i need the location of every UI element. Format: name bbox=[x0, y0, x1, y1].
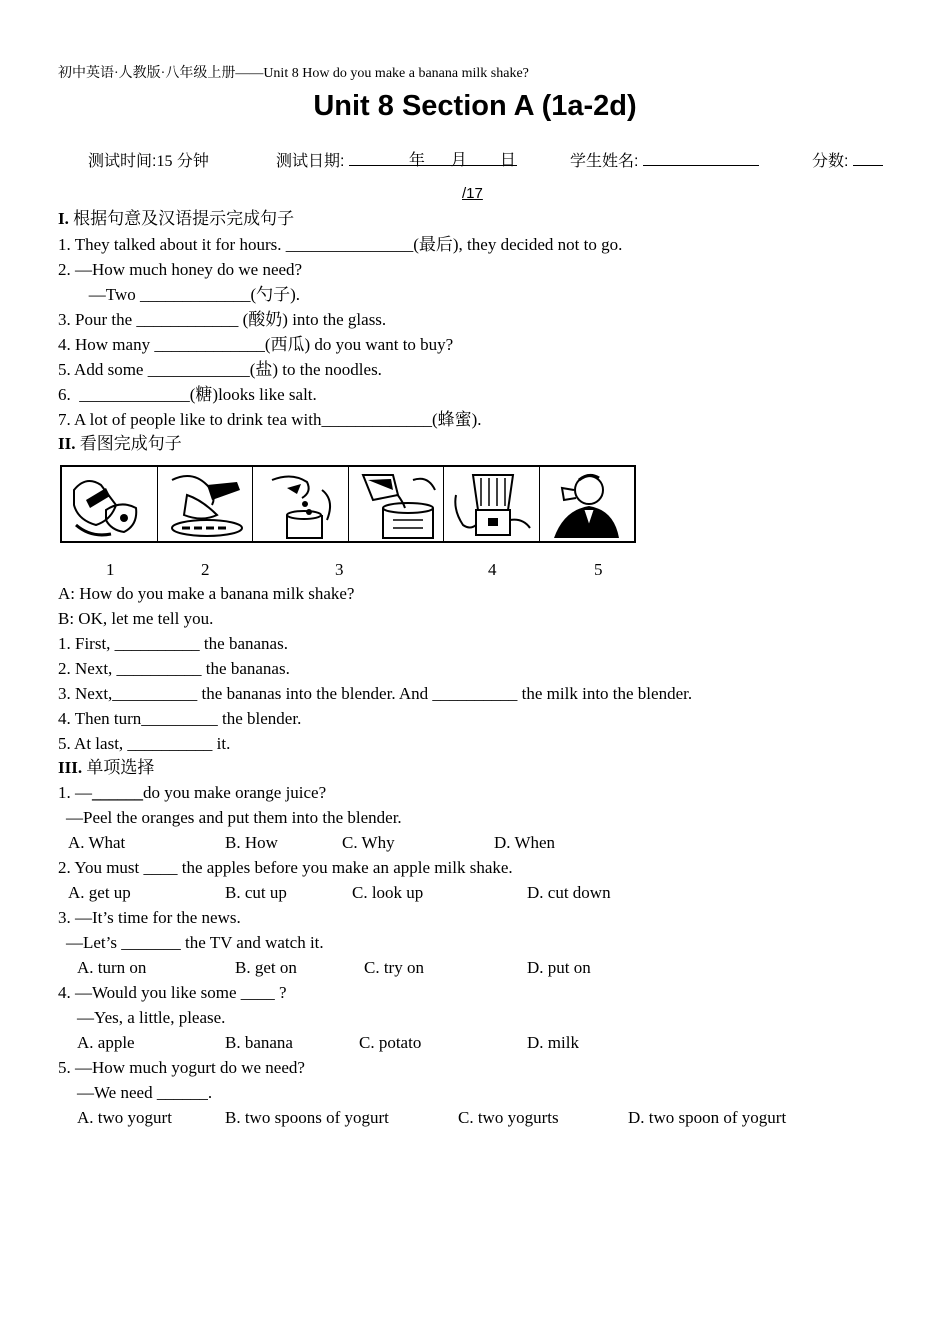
date-day: 日 bbox=[499, 152, 516, 169]
s1-item-7-blank[interactable]: _____________ bbox=[321, 410, 432, 429]
q4-option-a[interactable]: A. apple bbox=[77, 1033, 135, 1052]
s1-item-2r-post: (勺子). bbox=[250, 285, 301, 304]
picture-pour-milk bbox=[349, 467, 445, 541]
q5-option-c[interactable]: C. two yogurts bbox=[458, 1108, 559, 1127]
q3-option-c[interactable]: C. try on bbox=[364, 958, 424, 977]
q3-reply: —Let’s _______ the TV and watch it. bbox=[66, 933, 324, 952]
name-label: 学生姓名: bbox=[570, 153, 639, 170]
q4-option-c[interactable]: C. potato bbox=[359, 1033, 422, 1052]
s1-item-4-blank[interactable]: _____________ bbox=[154, 335, 265, 354]
hands-peeling-icon bbox=[66, 470, 146, 540]
section-1-heading bbox=[58, 209, 294, 229]
q1-stem-pre: 1. — bbox=[58, 783, 92, 802]
s1-item-1-blank[interactable]: _______________ bbox=[285, 235, 414, 254]
q2-stem: 2. You must ____ the apples before you make an apple milk shake. bbox=[58, 858, 513, 877]
s1-item-5-blank[interactable]: ____________ bbox=[147, 360, 250, 379]
s1-item-3-blank[interactable]: ____________ bbox=[136, 310, 239, 329]
q2-option-c[interactable]: C. look up bbox=[352, 883, 424, 902]
date-month: 月 bbox=[450, 152, 467, 169]
q1-reply: —Peel the oranges and put them into the blender. bbox=[66, 808, 402, 827]
score-total: /17 bbox=[462, 185, 483, 202]
s1-item-2r-pre: —Two bbox=[76, 285, 140, 304]
q3-option-a[interactable]: A. turn on bbox=[77, 958, 147, 977]
s1-item-2-pre: 2. —How much honey do we need? bbox=[58, 260, 303, 279]
s1-item-6-blank[interactable]: _____________ bbox=[79, 385, 190, 404]
blender-icon bbox=[448, 470, 538, 540]
s1-item-2r-blank[interactable]: _____________ bbox=[139, 285, 251, 304]
pouring-milk-icon bbox=[353, 470, 443, 540]
picture-number-2: 2 bbox=[201, 560, 210, 579]
picture-number-5: 5 bbox=[594, 560, 603, 579]
s2-item-5: 5. At last, __________ it. bbox=[58, 734, 231, 753]
section-3-roman: III. bbox=[58, 758, 83, 777]
score bbox=[812, 148, 883, 171]
q1-stem-post: do you make orange juice? bbox=[143, 783, 327, 802]
s2-item-4: 4. Then turn_________ the blender. bbox=[58, 709, 302, 728]
s1-item-3-pre: 3. Pour the bbox=[58, 310, 137, 329]
s1-item-2-reply bbox=[76, 285, 300, 305]
s1-item-1 bbox=[58, 235, 622, 255]
s1-item-6-post: (糖)looks like salt. bbox=[189, 385, 317, 404]
section-3-heading bbox=[58, 758, 154, 778]
time-label: 测试时间: bbox=[88, 153, 157, 170]
s1-item-6-pre: 6. bbox=[58, 385, 80, 404]
q5-reply: —We need ______. bbox=[77, 1083, 213, 1102]
q5-stem: 5. —How much yogurt do we need? bbox=[58, 1058, 305, 1077]
s1-item-2 bbox=[58, 260, 302, 280]
q5-option-a[interactable]: A. two yogurt bbox=[77, 1108, 172, 1127]
s1-item-4-pre: 4. How many bbox=[58, 335, 155, 354]
s1-item-1-post: (最后), they decided not to go. bbox=[413, 235, 623, 254]
s1-item-7 bbox=[58, 410, 482, 430]
time-value: 15 bbox=[156, 153, 173, 170]
s1-item-5-post: (盐) to the noodles. bbox=[249, 360, 382, 379]
s1-item-4-post: (西瓜) do you want to buy? bbox=[264, 335, 454, 354]
picture-number-3: 3 bbox=[335, 560, 344, 579]
s2-item-3: 3. Next,__________ the bananas into the blender. And __________ the milk into the blender. bbox=[58, 684, 693, 703]
q1-stem bbox=[58, 783, 326, 803]
dialogue-a: A: How do you make a banana milk shake? bbox=[58, 584, 355, 603]
s1-item-3 bbox=[58, 310, 386, 330]
q5-option-b[interactable]: B. two spoons of yogurt bbox=[225, 1108, 389, 1127]
s2-item-2: 2. Next, __________ the bananas. bbox=[58, 659, 290, 678]
q2-option-b[interactable]: B. cut up bbox=[225, 883, 287, 902]
picture-number-1: 1 bbox=[106, 560, 115, 579]
q1-option-b[interactable]: B. How bbox=[225, 833, 278, 852]
section-2-title: 看图完成句子 bbox=[79, 434, 182, 453]
picture-put-in-blender bbox=[253, 467, 349, 541]
q1-option-c[interactable]: C. Why bbox=[342, 833, 395, 852]
q2-option-d[interactable]: D. cut down bbox=[527, 883, 611, 902]
s1-item-4 bbox=[58, 335, 453, 355]
header-note: 初中英语·人教版·八年级上册——Unit 8 How do you make a banana milk shake? bbox=[58, 66, 529, 81]
s1-item-3-post: (酸奶) into the glass. bbox=[238, 310, 387, 329]
date-field[interactable] bbox=[349, 149, 517, 169]
name-field[interactable] bbox=[643, 149, 759, 166]
s1-item-7-post: (蜂蜜). bbox=[431, 410, 482, 429]
picture-turn-on-blender bbox=[444, 467, 540, 541]
section-3-title: 单项选择 bbox=[86, 758, 155, 777]
q4-reply: —Yes, a little, please. bbox=[77, 1008, 226, 1027]
s1-item-5-pre: 5. Add some bbox=[58, 360, 148, 379]
date-label: 测试日期: bbox=[276, 153, 345, 170]
hand-dropping-icon bbox=[257, 470, 347, 540]
q3-option-d[interactable]: D. put on bbox=[527, 958, 591, 977]
s1-item-7-pre: 7. A lot of people like to drink tea with bbox=[58, 410, 322, 429]
section-2-heading bbox=[58, 434, 182, 454]
q1-option-a[interactable]: A. What bbox=[68, 833, 126, 852]
picture-drink-it bbox=[540, 467, 635, 541]
q4-option-b[interactable]: B. banana bbox=[225, 1033, 293, 1052]
knife-cutting-icon bbox=[162, 470, 252, 540]
date-year: 年 bbox=[408, 152, 425, 169]
picture-peel-bananas bbox=[62, 467, 158, 541]
section-2-roman: II. bbox=[58, 434, 76, 453]
q4-option-d[interactable]: D. milk bbox=[527, 1033, 579, 1052]
s1-item-1-pre: 1. They talked about it for hours. bbox=[58, 235, 286, 254]
page-title: Unit 8 Section A (1a-2d) bbox=[313, 90, 637, 122]
q1-option-d[interactable]: D. When bbox=[494, 833, 556, 852]
dialogue-b: B: OK, let me tell you. bbox=[58, 609, 214, 628]
picture-strip bbox=[60, 465, 636, 543]
picture-number-4: 4 bbox=[488, 560, 497, 579]
q3-option-b[interactable]: B. get on bbox=[235, 958, 297, 977]
s2-item-1: 1. First, __________ the bananas. bbox=[58, 634, 288, 653]
q2-option-a[interactable]: A. get up bbox=[68, 883, 131, 902]
q5-option-d[interactable]: D. two spoon of yogurt bbox=[628, 1108, 787, 1127]
man-drinking-icon bbox=[544, 470, 624, 540]
score-field[interactable] bbox=[853, 149, 883, 166]
student-name bbox=[570, 148, 759, 171]
section-1-title: 根据句意及汉语提示完成句子 bbox=[73, 209, 295, 228]
q3-stem: 3. —It’s time for the news. bbox=[58, 908, 241, 927]
picture-cut-bananas bbox=[158, 467, 254, 541]
time-unit: 分钟 bbox=[176, 153, 209, 170]
test-time bbox=[88, 148, 209, 171]
section-1-roman: I. bbox=[58, 209, 69, 228]
q4-stem: 4. —Would you like some ____ ? bbox=[58, 983, 287, 1002]
q1-stem-blank[interactable]: ______ bbox=[92, 783, 143, 802]
s1-item-6 bbox=[58, 385, 317, 405]
test-date bbox=[276, 148, 517, 171]
score-label: 分数: bbox=[812, 153, 849, 170]
s1-item-5 bbox=[58, 360, 382, 380]
